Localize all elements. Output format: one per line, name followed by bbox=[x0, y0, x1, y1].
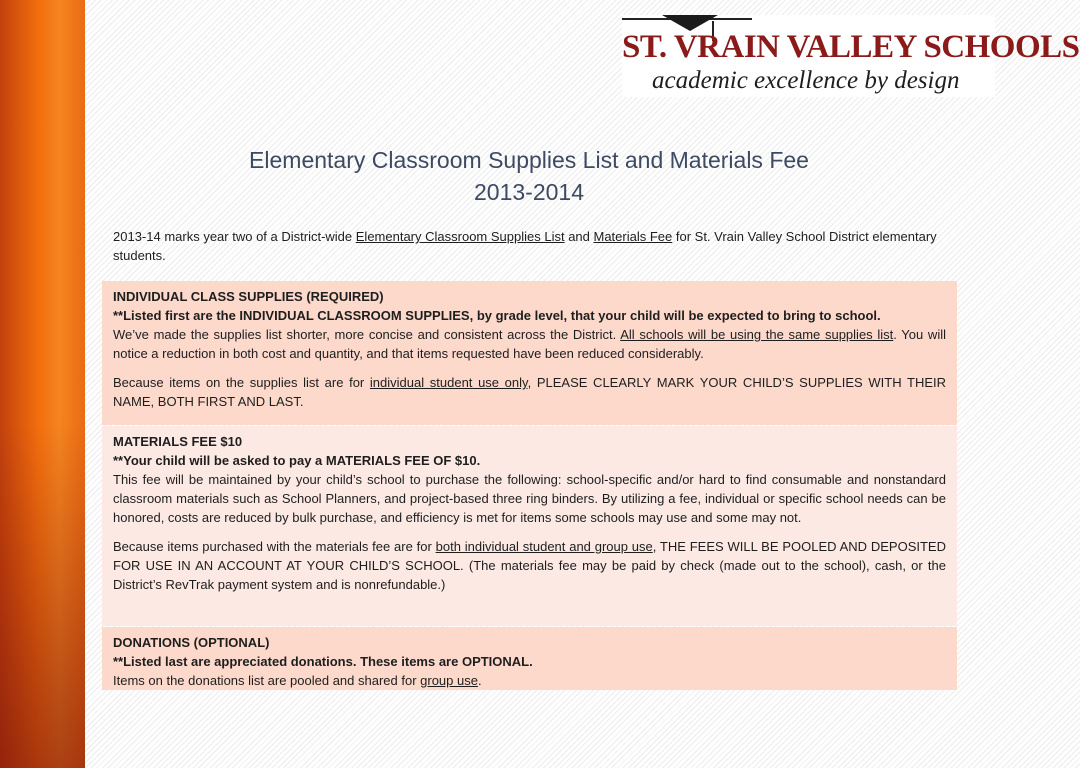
section1-para2-underline: individual student use only bbox=[369, 375, 528, 390]
district-logo bbox=[622, 15, 1080, 97]
section2-subheading: **Your child will be asked to pay a MATERIALS FEE OF $10. bbox=[113, 453, 481, 468]
section3-subheading: **Listed last are appreciated donations. These items are OPTIONAL. bbox=[113, 654, 533, 669]
section3-body-before: Items on the donations list are pooled and shared for bbox=[113, 673, 421, 688]
section3-body-after: . bbox=[477, 673, 482, 688]
section2-para2-after: , THE FEES WILL BE POOLED AND DEPOSITED FOR USE IN AN ACCOUNT AT YOUR CHILD’S SCHOOL. (The materials fee may be paid by check (made out to the school), cash, or the District’s RevTrak payment system and is nonrefundable.) bbox=[113, 539, 946, 592]
page-title bbox=[100, 144, 958, 208]
section2-para2-underline: both individual student and group use bbox=[435, 539, 653, 554]
section3-body-underline: group use bbox=[420, 673, 478, 688]
section1-para2-after: , PLEASE CLEARLY MARK YOUR CHILD’S SUPPLIES WITH THEIR NAME, BOTH FIRST AND LAST. bbox=[113, 375, 947, 409]
section2-para2-before: Because items purchased with the materials fee are for bbox=[113, 539, 436, 554]
section1-body-after: . You will notice a reduction in both cost and quantity, and that items requested have been reduced considerably. bbox=[113, 327, 946, 361]
materials-fee-link[interactable]: Materials Fee bbox=[593, 229, 673, 244]
intro-paragraph bbox=[113, 227, 946, 265]
logo-tagline: academic excellence by design bbox=[652, 67, 960, 94]
individual-supplies-section bbox=[102, 281, 957, 425]
section1-body-before: We’ve made the supplies list shorter, more concise and consistent across the District. bbox=[113, 327, 621, 342]
section1-subheading: **Listed first are the INDIVIDUAL CLASSROOM SUPPLIES, by grade level, that your child will be expected to bring to school. bbox=[113, 308, 881, 323]
intro-text-before: 2013-14 marks year two of a District-wide bbox=[113, 229, 356, 244]
section2-body: This fee will be maintained by your child’s school to purchase the following: school-specific and/or hard to find consumable and nonstandard classroom materials such as School Planners, and project-based three ring binders. By utilizing a fee, individual or specific school needs can be honored, costs are reduced by bulk purchase, and efficiency is met for items some schools may use and some may not. bbox=[113, 472, 946, 525]
section1-body-underline: All schools will be using the same supplies list bbox=[620, 327, 894, 342]
section1-para2-before: Because items on the supplies list are for bbox=[113, 375, 370, 390]
title-line-2: 2013-2014 bbox=[474, 179, 584, 205]
intro-text-after: for St. Vrain Valley School District elementary students. bbox=[113, 229, 937, 263]
supplies-list-link[interactable]: Elementary Classroom Supplies List bbox=[355, 229, 565, 244]
intro-text-middle: and bbox=[564, 229, 594, 244]
section1-heading: INDIVIDUAL CLASS SUPPLIES (REQUIRED) bbox=[113, 289, 384, 304]
section3-heading: DONATIONS (OPTIONAL) bbox=[113, 635, 270, 650]
section2-heading: MATERIALS FEE $10 bbox=[113, 434, 243, 449]
donations-section bbox=[102, 627, 957, 690]
orange-side-bar bbox=[0, 0, 85, 768]
title-line-1: Elementary Classroom Supplies List and Materials Fee bbox=[249, 147, 809, 173]
materials-fee-section bbox=[102, 426, 957, 626]
logo-name: ST. VRAIN VALLEY SCHOOLS bbox=[622, 29, 1080, 65]
